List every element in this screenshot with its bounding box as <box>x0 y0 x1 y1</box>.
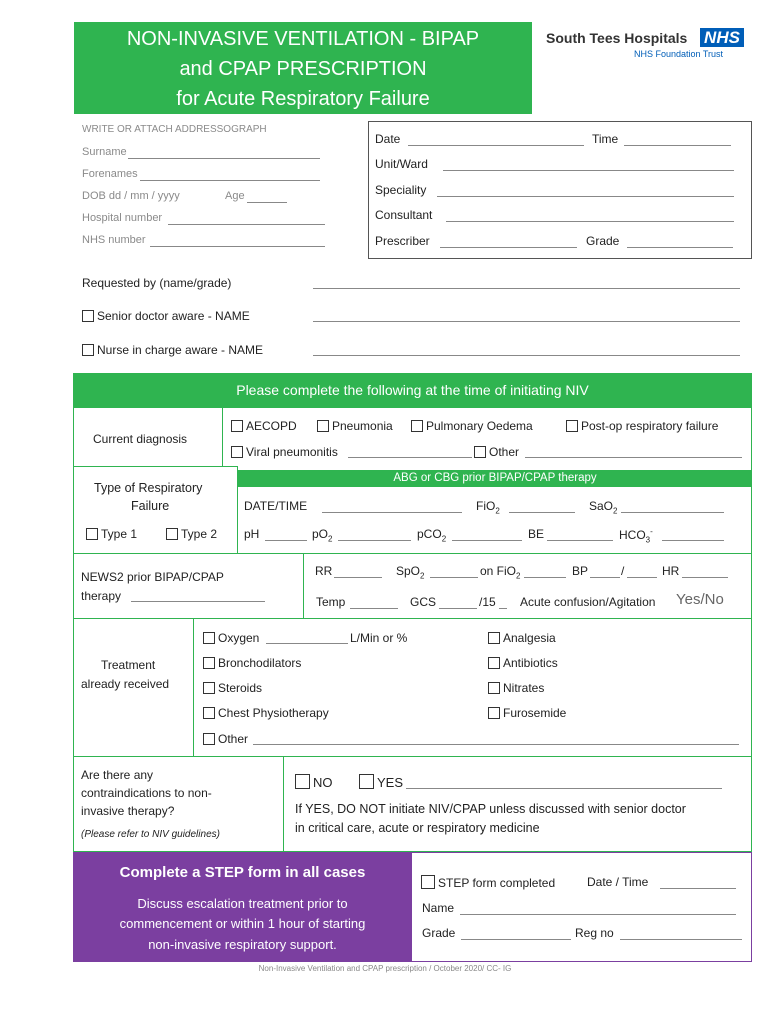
step-body-1: Discuss escalation treatment prior to <box>137 896 348 911</box>
divider <box>222 408 223 466</box>
confusion-label: Acute confusion/Agitation <box>520 595 656 609</box>
be-label: BE <box>528 527 545 541</box>
title-line-3: for Acute Respiratory Failure <box>176 88 430 110</box>
po2-field[interactable] <box>338 540 411 541</box>
hr-field[interactable] <box>682 577 728 578</box>
hco3-label: $HCO_3^-$ <box>619 527 653 545</box>
divider <box>73 618 752 619</box>
surname-field[interactable] <box>128 158 320 159</box>
pneumonia-checkbox[interactable] <box>317 420 329 432</box>
contra-no-label: NO <box>313 775 333 790</box>
consultant-label: Consultant <box>375 208 433 222</box>
abg-sao2-field[interactable] <box>621 512 724 513</box>
antibiotics-checkbox[interactable] <box>488 657 500 669</box>
pulmonary-oedema-label: Pulmonary Oedema <box>426 419 533 433</box>
step-heading: Complete a STEP form in all cases <box>119 864 366 881</box>
resp-failure-label-1: Type of Respiratory <box>94 481 203 495</box>
treatment-other-checkbox[interactable] <box>203 733 215 745</box>
pneumonia-label: Pneumonia <box>332 419 393 433</box>
step-name-field[interactable] <box>460 914 736 915</box>
furosemide-label: Furosemide <box>503 706 567 720</box>
step-grade-label: Grade <box>422 926 456 940</box>
prescriber-label: Prescriber <box>375 234 430 248</box>
viral-pneumonitis-checkbox[interactable] <box>231 446 243 458</box>
hco3-field[interactable] <box>662 540 724 541</box>
rr-label: RR <box>315 564 333 578</box>
step-completed-checkbox[interactable] <box>421 875 435 889</box>
addressograph-heading: WRITE OR ATTACH ADDRESSOGRAPH <box>82 124 267 135</box>
requested-by-label: Requested by (name/grade) <box>82 276 232 290</box>
divider <box>303 553 304 618</box>
step-grade-field[interactable] <box>461 939 571 940</box>
speciality-field[interactable] <box>437 196 734 197</box>
confusion-yes-no[interactable]: Yes/No <box>676 591 724 608</box>
title-line-1: NON-INVASIVE VENTILATION - BIPAP <box>126 28 480 50</box>
current-diagnosis-label: Current diagnosis <box>93 432 188 446</box>
step-reg-no-field[interactable] <box>620 939 742 940</box>
time-label: Time <box>592 132 619 146</box>
date-field[interactable] <box>408 145 584 146</box>
fio2-label: FiO$_2$ <box>476 499 500 516</box>
treatment-oxygen <box>203 631 259 645</box>
oxygen-field[interactable] <box>266 643 348 644</box>
news2-label-1: NEWS2 prior BIPAP/CPAP <box>81 570 224 584</box>
step-date-time-field[interactable] <box>660 888 736 889</box>
temp-field[interactable] <box>350 608 398 609</box>
contra-label-1: Are there any <box>81 768 154 782</box>
forenames-field[interactable] <box>140 180 320 181</box>
viral-pneumonitis-field[interactable] <box>348 457 472 458</box>
treatment-furosemide <box>488 706 566 720</box>
step-body-2: commencement or within 1 hour of starting <box>119 916 366 931</box>
contra-no-checkbox[interactable] <box>295 774 310 789</box>
age-label: Age <box>225 190 245 202</box>
diagnosis-pulmonary-oedema <box>411 419 533 433</box>
spo2-field[interactable] <box>430 577 478 578</box>
bronchodilators-checkbox[interactable] <box>203 657 215 669</box>
abg-datetime-label: DATE/TIME <box>244 499 308 513</box>
step-date-time-label: Date / Time <box>587 875 649 889</box>
gcs-of-15: /15 <box>479 595 496 609</box>
hospital-number-label: Hospital number <box>82 212 163 224</box>
form-title <box>74 22 532 114</box>
senior-doctor-field[interactable] <box>313 321 740 322</box>
unit-ward-label: Unit/Ward <box>375 157 428 171</box>
news2-label-2: therapy <box>81 589 122 603</box>
divider <box>412 961 752 962</box>
consultant-field[interactable] <box>446 221 734 222</box>
steroids-checkbox[interactable] <box>203 682 215 694</box>
dob-label: DOB dd / mm / yyyy <box>82 190 180 202</box>
contra-yes-field[interactable] <box>406 788 722 789</box>
step-name-label: Name <box>422 901 455 915</box>
step-body-3: non-invasive respiratory support. <box>148 937 337 952</box>
contra-yes-checkbox[interactable] <box>359 774 374 789</box>
niv-section-header: Please complete the following at the time of initiating NIV <box>73 373 752 408</box>
abg-datetime-field[interactable] <box>322 512 462 513</box>
bp-slash: / <box>621 564 625 578</box>
oxygen-unit: L/Min or % <box>350 631 408 645</box>
on-fio2-label: on FiO$_2$ <box>480 564 521 581</box>
grade-field[interactable] <box>627 247 733 248</box>
pulmonary-oedema-checkbox[interactable] <box>411 420 423 432</box>
contra-label-3: invasive therapy? <box>81 804 175 818</box>
divider <box>283 756 284 851</box>
treatment-other-field[interactable] <box>253 744 739 745</box>
nurse-in-charge-row <box>82 343 263 357</box>
gcs-label: GCS <box>410 595 437 609</box>
step-completed-label: STEP form completed <box>438 876 556 890</box>
step-completed-row <box>421 875 555 890</box>
nhs-number-field[interactable] <box>150 246 325 247</box>
divider <box>73 756 752 757</box>
requested-by-field[interactable] <box>313 288 740 289</box>
bp-label: BP <box>572 564 589 578</box>
nhs-badge: NHS <box>700 28 744 47</box>
contra-no-row <box>295 774 333 790</box>
contra-label-2: contraindications to non- <box>81 786 212 800</box>
gcs-of-15-field[interactable] <box>499 608 507 609</box>
type2-checkbox[interactable] <box>166 528 178 540</box>
antibiotics-label: Antibiotics <box>503 656 558 670</box>
treatment-other <box>203 732 248 746</box>
logo-name: South Tees Hospitals <box>546 30 688 46</box>
hr-label: HR <box>662 564 680 578</box>
diagnosis-other-label: Other <box>489 445 520 459</box>
oxygen-label: Oxygen <box>218 631 260 645</box>
contra-yes-row <box>359 774 403 790</box>
divider <box>193 618 194 756</box>
bronchodilators-label: Bronchodilators <box>218 656 302 670</box>
treatment-other-label: Other <box>218 732 249 746</box>
treatment-chest-physio <box>203 706 329 720</box>
resp-failure-label-2: Failure <box>131 499 170 513</box>
on-fio2-field[interactable] <box>524 577 566 578</box>
prescriber-field[interactable] <box>440 247 577 248</box>
furosemide-checkbox[interactable] <box>488 707 500 719</box>
pco2-label: pCO$_2$ <box>417 527 447 544</box>
aecopd-label: AECOPD <box>246 419 297 433</box>
senior-doctor-row <box>82 309 250 323</box>
date-label: Date <box>375 132 401 146</box>
ph-field[interactable] <box>265 540 307 541</box>
grade-label: Grade <box>586 234 620 248</box>
nurse-in-charge-field[interactable] <box>313 355 740 356</box>
viral-pneumonitis-label: Viral pneumonitis <box>246 445 338 459</box>
treatment-antibiotics <box>488 656 558 670</box>
treatment-steroids <box>203 681 262 695</box>
post-op-checkbox[interactable] <box>566 420 578 432</box>
treatment-bronchodilators <box>203 656 301 670</box>
diagnosis-other-field[interactable] <box>525 457 742 458</box>
logo-trust: NHS Foundation Trust <box>634 49 724 59</box>
bp-diastolic-field[interactable] <box>627 577 657 578</box>
hospital-number-field[interactable] <box>168 224 325 225</box>
nhs-number-label: NHS number <box>82 234 146 246</box>
type2-label: Type 2 <box>181 527 218 541</box>
steroids-label: Steroids <box>218 681 263 695</box>
diagnosis-viral-pneumonitis <box>231 445 338 459</box>
time-field[interactable] <box>624 145 731 146</box>
post-op-label: Post-op respiratory failure <box>581 419 719 433</box>
analgesia-label: Analgesia <box>503 631 556 645</box>
pco2-field[interactable] <box>452 540 522 541</box>
oxygen-checkbox[interactable] <box>203 632 215 644</box>
ph-label: pH <box>244 527 260 541</box>
treatment-label-1: Treatment <box>101 658 156 672</box>
news2-field[interactable] <box>131 601 265 602</box>
diagnosis-aecopd <box>231 419 297 433</box>
contra-yes-label: YES <box>377 775 404 790</box>
contra-warning-2: in critical care, acute or respiratory medicine <box>295 821 540 835</box>
forenames-label: Forenames <box>82 168 138 180</box>
speciality-label: Speciality <box>375 183 427 197</box>
divider <box>73 553 752 554</box>
age-field[interactable] <box>247 202 287 203</box>
type1-checkbox[interactable] <box>86 528 98 540</box>
spo2-label: SpO$_2$ <box>396 564 425 581</box>
analgesia-checkbox[interactable] <box>488 632 500 644</box>
gcs-field[interactable] <box>439 608 477 609</box>
diagnosis-post-op <box>566 419 718 433</box>
treatment-nitrates <box>488 681 544 695</box>
temp-label: Temp <box>316 595 346 609</box>
abg-header: ABG or CBG prior BIPAP/CPAP therapy <box>238 470 752 487</box>
treatment-analgesia <box>488 631 556 645</box>
aecopd-checkbox[interactable] <box>231 420 243 432</box>
bp-systolic-field[interactable] <box>590 577 620 578</box>
senior-doctor-label: Senior doctor aware - NAME <box>97 309 250 323</box>
diagnosis-other-checkbox[interactable] <box>474 446 486 458</box>
po2-label: $pO_2$ <box>312 527 333 544</box>
type1-label: Type 1 <box>101 527 138 541</box>
rr-field[interactable] <box>334 577 382 578</box>
title-line-2: and CPAP PRESCRIPTION <box>179 58 427 80</box>
diagnosis-pneumonia <box>317 419 393 433</box>
divider <box>73 466 238 467</box>
contra-note: (Please refer to NIV guidelines) <box>81 829 220 840</box>
nitrates-label: Nitrates <box>503 681 545 695</box>
type2-row <box>166 527 217 541</box>
chest-physio-label: Chest Physiotherapy <box>218 706 329 720</box>
nurse-in-charge-checkbox[interactable] <box>82 344 94 356</box>
contra-warning-1: If YES, DO NOT initiate NIV/CPAP unless discussed with senior doctor <box>295 802 686 816</box>
nitrates-checkbox[interactable] <box>488 682 500 694</box>
be-field[interactable] <box>547 540 613 541</box>
divider <box>412 852 752 853</box>
footer: Non-Invasive Ventilation and CPAP prescription / October 2020/ CC- IG <box>258 964 512 973</box>
diagnosis-other <box>474 445 519 459</box>
divider <box>751 852 752 962</box>
type1-row <box>86 527 137 541</box>
senior-doctor-checkbox[interactable] <box>82 310 94 322</box>
step-reg-no-label: Reg no <box>575 926 614 940</box>
surname-label: Surname <box>82 146 127 158</box>
nurse-in-charge-label: Nurse in charge aware - NAME <box>97 343 264 357</box>
unit-ward-field[interactable] <box>443 170 734 171</box>
sao2-label: SaO$_2$ <box>589 499 618 516</box>
abg-fio2-field[interactable] <box>509 512 575 513</box>
chest-physio-checkbox[interactable] <box>203 707 215 719</box>
treatment-label-2: already received <box>81 677 170 691</box>
